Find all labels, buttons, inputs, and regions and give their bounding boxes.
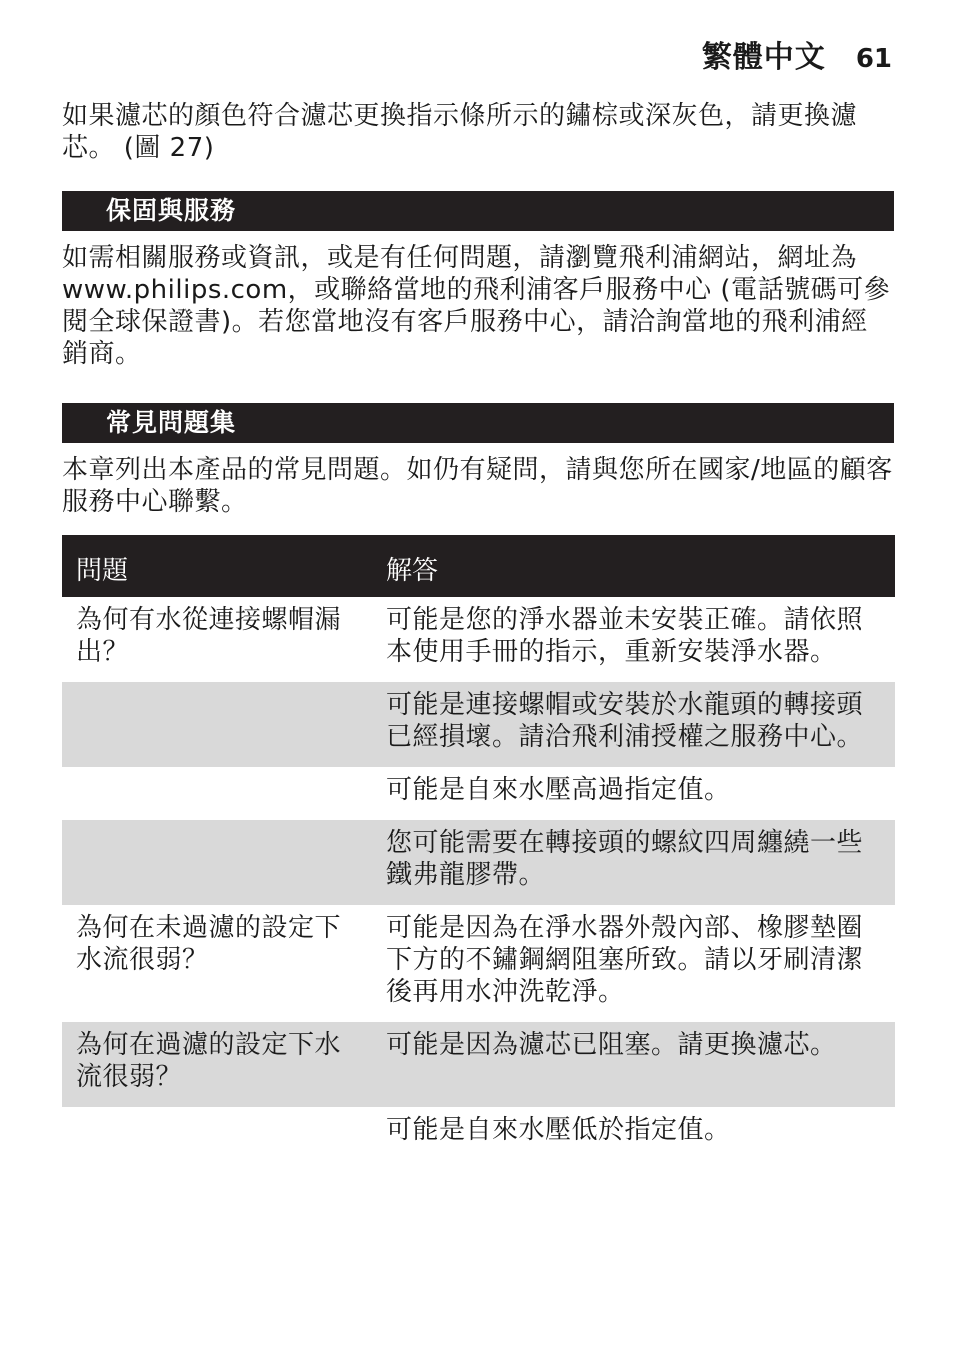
question-cell: [62, 1107, 372, 1160]
faq-table: [62, 535, 895, 1160]
question-cell: 為何在未過濾的設定下水流很弱？: [76, 913, 342, 975]
page-header: [702, 32, 892, 76]
faq-intro-paragraph: 本章列出本產品的常見問題。如仍有疑問，請與您所在國家/地區的顧客服務中心聯繫。: [62, 455, 893, 517]
intro-paragraph: 如果濾芯的顏色符合濾芯更換指示條所示的鏽棕或深灰色，請更換濾芯。 (圖 27): [62, 101, 858, 163]
answer-cell: 可能是自來水壓低於指定值。: [386, 1115, 731, 1145]
answer-cell: 您可能需要在轉接頭的螺紋四周纏繞一些鐵弗龍膠帶。: [372, 820, 895, 905]
table-row: [62, 905, 895, 1022]
answer-cell: 可能是自來水壓高過指定值。: [386, 775, 731, 805]
page-number: 61: [855, 44, 892, 74]
answer-cell: 可能是您的淨水器並未安裝正確。請依照本使用手冊的指示，重新安裝淨水器。: [386, 605, 864, 667]
question-cell: [62, 682, 372, 767]
faq-table-header-row: [62, 535, 895, 597]
answer-cell: 可能是連接螺帽或安裝於水龍頭的轉接頭已經損壞。請洽飛利浦授權之服務中心。: [372, 682, 895, 767]
warranty-paragraph: 如需相關服務或資訊，或是有任何問題，請瀏覽飛利浦網站，網址為 www.philips.com，或聯絡當地的飛利浦客戶服務中心 (電話號碼可參閱全球保證書)。若您當地沒有客戶服務中心，請洽詢當地的飛利浦經銷商。: [62, 243, 891, 369]
question-cell: [62, 767, 372, 820]
answer-cell: 可能是因為在淨水器外殼內部、橡膠墊圈下方的不鏽鋼網阻塞所致。請以牙刷清潔後再用水沖洗乾淨。: [386, 913, 864, 1007]
page-content: [62, 100, 894, 1160]
table-row: [62, 682, 895, 767]
column-header-answer: 解答: [372, 535, 895, 597]
table-row: [62, 597, 895, 682]
table-row: [62, 1022, 895, 1107]
answer-cell: 可能是因為濾芯已阻塞。請更換濾芯。: [372, 1022, 895, 1107]
table-row: [62, 767, 895, 820]
section-heading-warranty: 保固與服務: [62, 191, 894, 231]
question-cell: 為何有水從連接螺帽漏出？: [76, 605, 342, 667]
table-row: [62, 1107, 895, 1160]
question-cell: 為何在過濾的設定下水流很弱？: [62, 1022, 372, 1107]
section-heading-faq: 常見問題集: [62, 403, 894, 443]
column-header-question: 問題: [62, 535, 372, 597]
table-row: [62, 820, 895, 905]
language-label: 繁體中文: [701, 40, 826, 75]
question-cell: [62, 820, 372, 905]
